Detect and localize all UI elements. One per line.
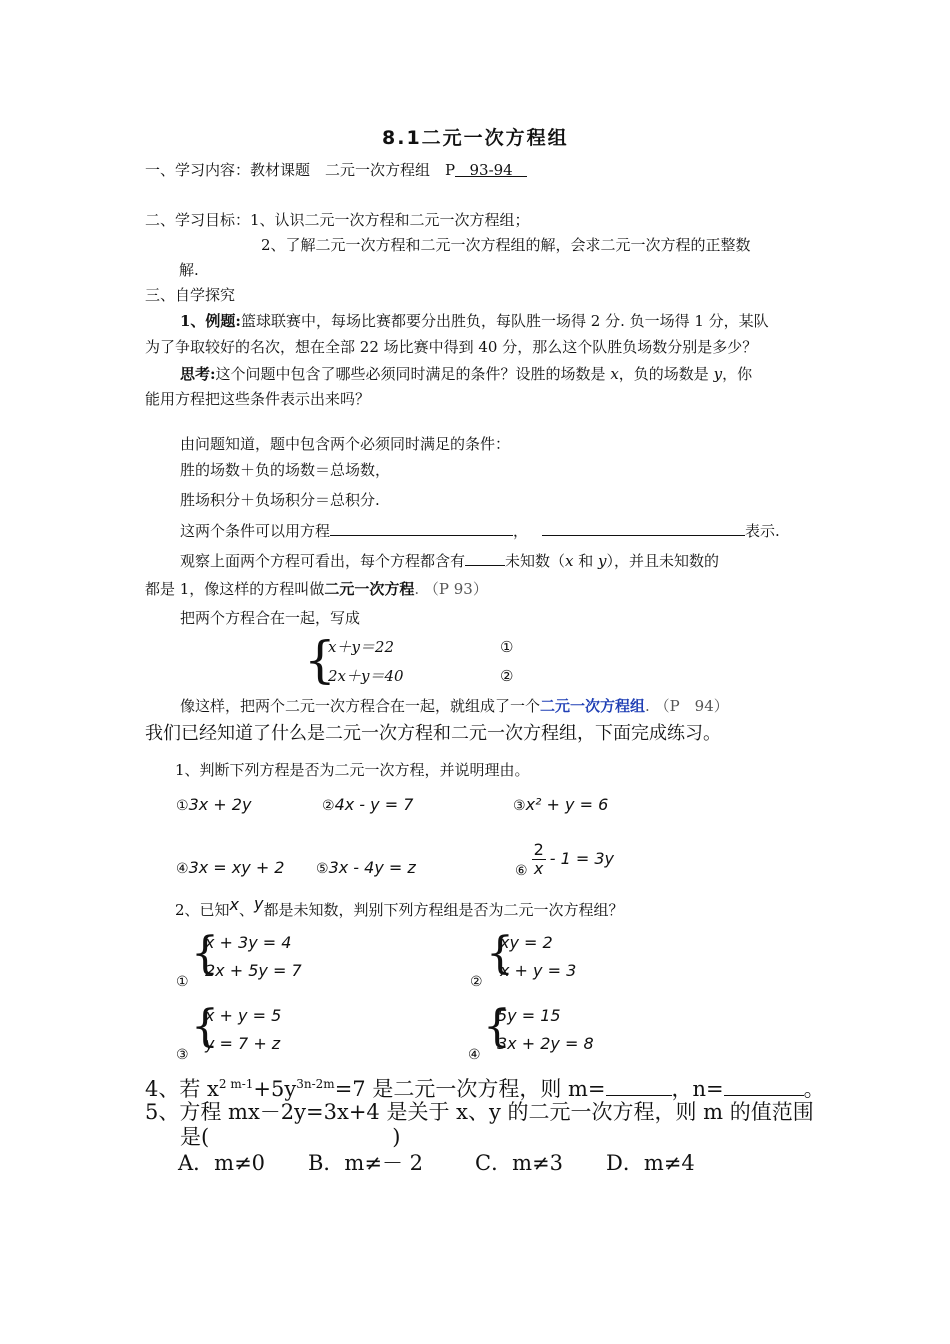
goal-2: 2、了解二元一次方程和二元一次方程组的解，会求二元一次方程的正整数 xyxy=(261,236,751,254)
q4-text-b: +5y xyxy=(253,1077,297,1101)
q2-sys-2-number: ② xyxy=(470,974,483,990)
section-goals: 二、学习目标：1、认识二元一次方程和二元一次方程组； xyxy=(145,211,530,229)
page-ref-94: . （P 94） xyxy=(645,697,729,715)
q1-eq: 3x - 4y = z xyxy=(328,858,416,877)
q5-open: 是( xyxy=(180,1125,210,1149)
q2-sys-3-eq-2: y = 7 + z xyxy=(205,1034,281,1053)
q5-option-c[interactable]: C．m≠3 xyxy=(475,1151,563,1175)
para-8 xyxy=(180,696,729,716)
section-content-label: 一、学习内容：教材课题 二元一次方程组 P xyxy=(145,161,456,179)
para-8-text: 像这样，把两个二元一次方程合在一起，就组成了一个 xyxy=(180,697,541,715)
fraction-denominator: x xyxy=(533,858,544,878)
blank-count[interactable] xyxy=(465,549,505,566)
para-4-end: 表示. xyxy=(745,522,780,540)
q1-eq-rest: - 1 = 3y xyxy=(549,849,615,868)
q1-item-5 xyxy=(316,858,416,879)
para-5-text: 观察上面两个方程可看出，每个方程都含有 xyxy=(180,552,466,570)
q5-line-1: 5、方程 mx－2y=3x+4 是关于 x、y 的二元一次方程，则 m 的值范围 xyxy=(145,1100,814,1124)
para-2: 胜的场数＋负的场数＝总场数， xyxy=(180,461,391,479)
q2-sys-2-brace: { xyxy=(486,928,514,979)
q1-item-2 xyxy=(322,795,413,816)
para-5 xyxy=(180,549,719,571)
example-text-1: 篮球联赛中，每场比赛都要分出胜负，每队胜一场得 2 分. 负一场得 1 分，某队 xyxy=(240,312,769,330)
q2-sys-1-number: ① xyxy=(176,974,189,990)
blank-equation-1[interactable] xyxy=(330,519,513,536)
q1-item-4 xyxy=(176,858,284,879)
q1-text: 1、判断下列方程是否为二元一次方程，并说明理由。 xyxy=(175,761,530,779)
q1-eq: 3x = xy + 2 xyxy=(188,858,285,877)
q1-eq: 4x - y = 7 xyxy=(334,795,414,814)
q2-sys-1-eq-1: x + 3y = 4 xyxy=(205,933,292,952)
term-linear-system: 二元一次方程组 xyxy=(540,697,646,715)
example-line-2: 为了争取较好的名次，想在全部 22 场比赛中得到 40 分，那么这个队胜负场数分别是多少？ xyxy=(145,338,758,356)
para-1: 由问题知道，题中包含两个必须同时满足的条件： xyxy=(180,435,511,453)
q4-text-a: 4、若 x xyxy=(145,1077,219,1101)
section-explore: 三、自学探究 xyxy=(145,286,236,304)
q2-sys-1-brace: { xyxy=(191,928,219,979)
var-x: x xyxy=(610,365,619,383)
q1-num: ① xyxy=(176,798,189,814)
q2-sys-2-eq-1: xy = 2 xyxy=(500,933,553,952)
para-9: 我们已经知道了什么是二元一次方程和二元一次方程组，下面完成练习。 xyxy=(145,723,721,744)
q4-text-c: =7 是二元一次方程，则 m= xyxy=(334,1077,606,1101)
section-content xyxy=(145,160,527,180)
system-eq-1-number: ① xyxy=(500,638,514,656)
q2-sep: 、 xyxy=(239,901,255,919)
example-label: 1、例题: xyxy=(180,312,241,330)
para-6-text: 都是 1，像这样的方程叫做 xyxy=(145,580,325,598)
fraction-numerator: 2 xyxy=(533,839,544,859)
think-line-1 xyxy=(180,364,752,384)
q1-num: ⑥ xyxy=(515,863,528,879)
var-y: y xyxy=(713,365,723,383)
q1-num: ④ xyxy=(176,861,189,877)
para-3: 胜场积分＋负场积分＝总积分. xyxy=(180,491,380,509)
q2-sys-4-eq-1: 5y = 15 xyxy=(497,1006,561,1025)
q2-sys-4-eq-2: 3x + 2y = 8 xyxy=(497,1034,594,1053)
para-6 xyxy=(145,579,488,599)
q1-item-3 xyxy=(513,795,608,816)
think-text: 这个问题中包含了哪些必须同时满足的条件？设胜的场数是 xyxy=(215,365,611,383)
q4-text-e: 。 xyxy=(803,1077,825,1101)
para-5-b: 未知数（ xyxy=(505,552,566,570)
think-label: 思考: xyxy=(180,365,216,383)
q1-eq: 3x + 2y xyxy=(188,795,252,814)
q1-item-6 xyxy=(515,838,614,880)
q1-eq: x² + y = 6 xyxy=(525,795,609,814)
q1-num: ③ xyxy=(513,798,526,814)
q1-num: ② xyxy=(322,798,335,814)
q2-sys-3-eq-1: x + y = 5 xyxy=(205,1006,282,1025)
q1-num: ⑤ xyxy=(316,861,329,877)
q2-sys-1-eq-2: 2x + 5y = 7 xyxy=(205,961,302,980)
var-x: x xyxy=(229,895,240,914)
think-text-c: ，你 xyxy=(722,365,753,383)
var-y: y xyxy=(254,894,264,913)
q4-line xyxy=(145,1073,825,1102)
q5-line-2 xyxy=(180,1124,400,1150)
para-4-comma: ， xyxy=(513,522,529,540)
q4-text-d: ，n= xyxy=(671,1077,724,1101)
system-eq-2: 2x＋y＝40 xyxy=(328,667,404,685)
q4-exponent-2: 3n-2m xyxy=(296,1077,335,1091)
para-5-c: 和 xyxy=(573,552,599,570)
q5-option-b[interactable]: B．m≠－ 2 xyxy=(308,1151,423,1175)
system-eq-2-number: ② xyxy=(500,667,514,685)
para-5-d: ），并且未知数的 xyxy=(606,552,720,570)
blank-m[interactable] xyxy=(606,1073,672,1096)
system-eq-1: x＋y＝22 xyxy=(328,638,395,656)
q2-sys-4-number: ④ xyxy=(468,1047,481,1063)
term-linear-equation: 二元一次方程 xyxy=(324,580,415,598)
para-4-text: 这两个条件可以用方程 xyxy=(180,522,331,540)
q5-option-d[interactable]: D．m≠4 xyxy=(606,1151,695,1175)
goal-2-cont: 解. xyxy=(179,261,199,279)
system-brace: { xyxy=(304,631,336,689)
q2-text-b: 都是未知数，判别下列方程组是否为二元一次方程组？ xyxy=(263,901,624,919)
page-ref-93: . （P 93） xyxy=(414,580,488,598)
q2-sys-3-number: ③ xyxy=(176,1047,189,1063)
q2-sys-4-brace: { xyxy=(483,1001,511,1052)
var-y: y xyxy=(598,552,607,570)
page-range: 93-94 xyxy=(455,160,527,177)
example-line-1 xyxy=(180,311,769,331)
var-x: x xyxy=(565,552,574,570)
q5-close: ) xyxy=(392,1125,401,1149)
blank-equation-2[interactable] xyxy=(542,519,745,536)
q2-sys-2-eq-2: x + y = 3 xyxy=(500,961,577,980)
para-7: 把两个方程合在一起，写成 xyxy=(180,609,361,627)
q4-exponent-1: 2 m-1 xyxy=(218,1077,254,1091)
q5-option-a[interactable]: A．m≠0 xyxy=(178,1151,266,1175)
page-title: 8.1二元一次方程组 xyxy=(382,127,569,149)
think-line-2: 能用方程把这些条件表示出来吗？ xyxy=(145,390,371,408)
blank-n[interactable] xyxy=(724,1073,804,1096)
q2-sys-3-brace: { xyxy=(191,1001,219,1052)
q2-text-a: 2、已知 xyxy=(175,901,230,919)
think-text-b: ，负的场数是 xyxy=(618,365,714,383)
q2-text xyxy=(175,894,624,920)
para-4 xyxy=(180,519,780,541)
q1-item-1 xyxy=(176,795,251,816)
